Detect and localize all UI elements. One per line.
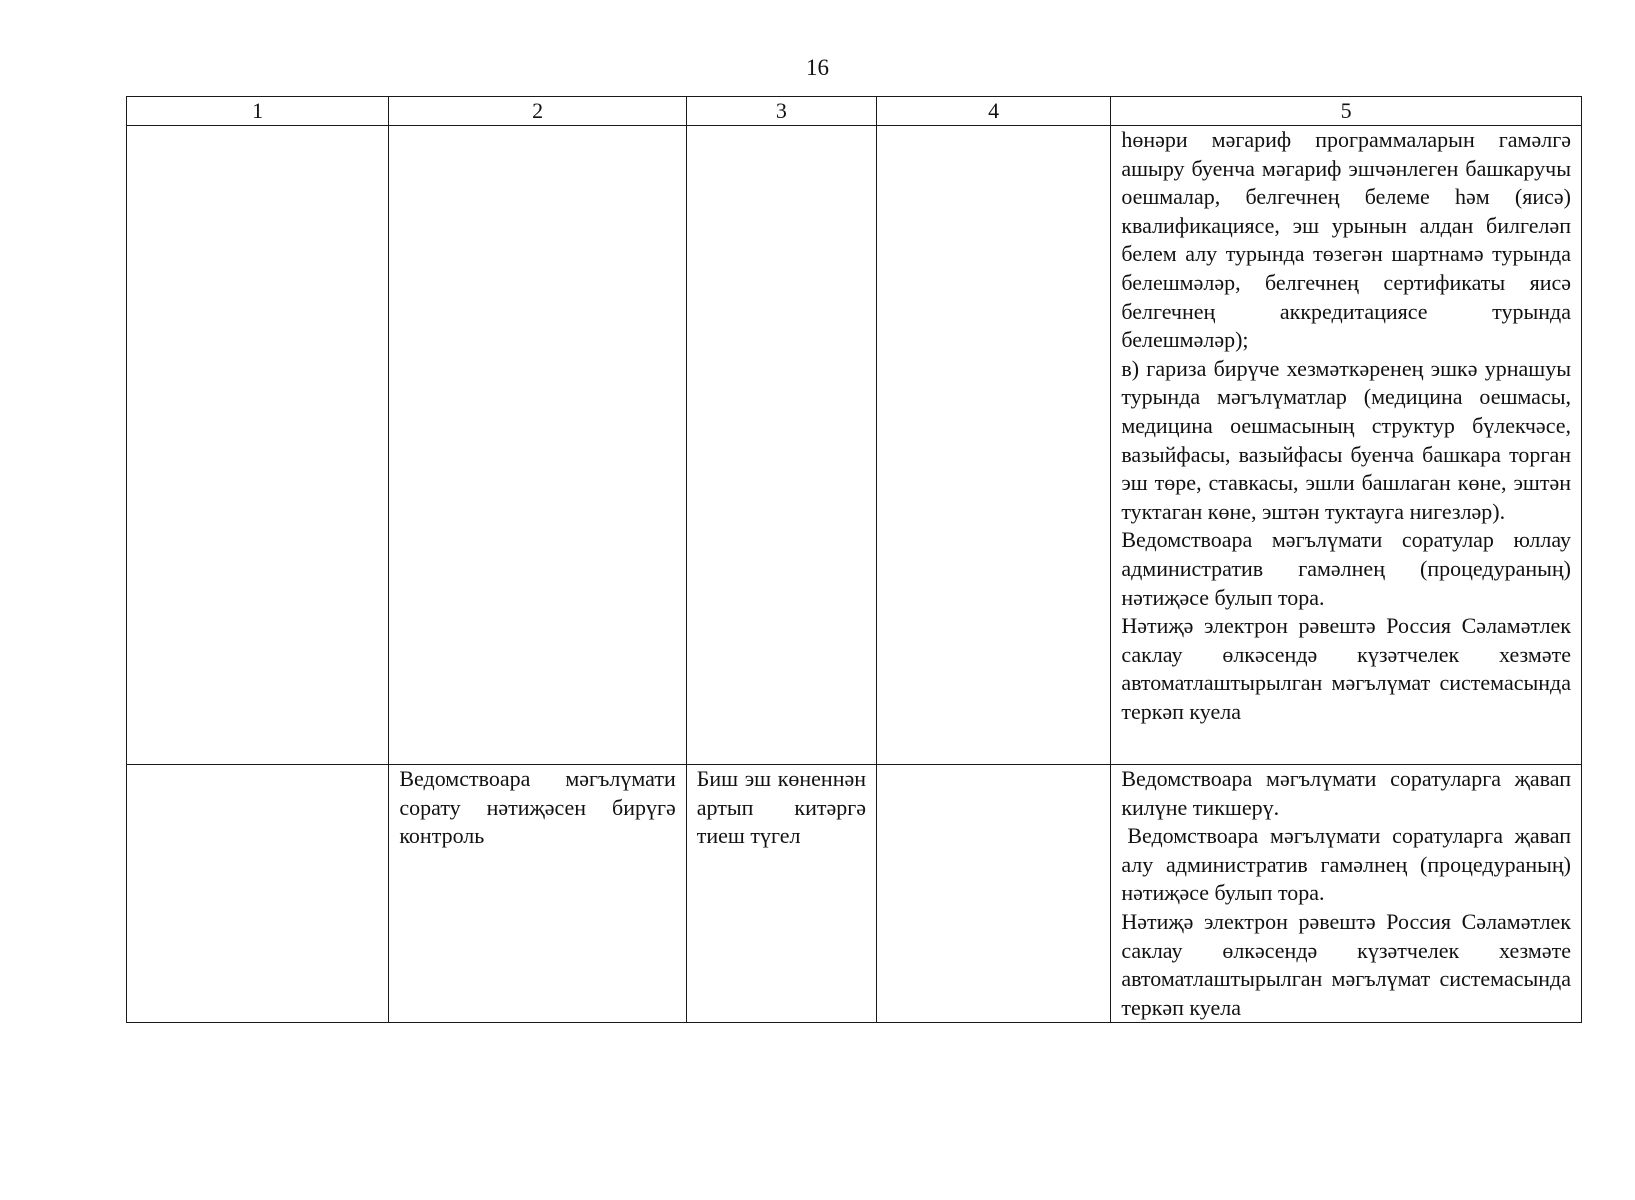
row2-col5-paragraph-1: Ведомствоара мәгълүмати соратуларга җавап килүне тикшерү. — [1121, 766, 1571, 820]
column-number-4: 4 — [877, 97, 1111, 126]
row1-col5-paragraph-2: в) гариза бирүче хезмәткәренең эшкә урнашуы турында мәгълүматлар (медицина оешмасы, медицина оешмасының структур бүлекчәсе, вазыйфасы, вазыйфасы буенча башкара торган эш төре, ставкасы, эшли башлаган көне, эштән туктаган көне, эштән туктауга нигезләр). — [1121, 355, 1571, 524]
column-number-1: 1 — [127, 97, 389, 126]
column-number-3: 3 — [686, 97, 876, 126]
row2-col5-paragraph-2: Ведомствоара мәгълүмати соратуларга җавап алу административ гамәлнең (процедураның) нәтиҗәсе булып тора. — [1121, 823, 1571, 906]
row1-col5-paragraph-4: Нәтиҗә электрон рәвештә Россия Сәламәтлек саклау өлкәсендә күзәтчелек хезмәте автоматлаштырылган мәгълүмат системасында теркәп куела — [1121, 613, 1571, 724]
row1-col3-cell — [686, 126, 876, 765]
table-row — [127, 126, 1582, 765]
row1-col1-cell — [127, 126, 389, 765]
column-number-5: 5 — [1111, 97, 1582, 126]
row2-col1-cell — [127, 765, 389, 1023]
procedure-table — [126, 96, 1582, 1023]
row1-col5-paragraph-3: Ведомствоара мәгълүмати соратулар юллау административ гамәлнең (процедураның) нәтиҗәсе булып тора. — [1121, 527, 1571, 610]
row1-col5-cell — [1111, 126, 1582, 765]
row1-col5-paragraph-1: һөнәри мәгариф программаларын гамәлгә ашыру буенча мәгариф эшчәнлеген башкаручы оешмалар, белгечнең белеме һәм (яисә) квалификациясе, эш урынын алдан билгеләп белем алу турында төзегән шартнамә турында белешмәләр, белгечнең сертификаты яисә белгечнең аккредитациясе турында белешмәләр); — [1121, 127, 1571, 353]
row1-col4-cell — [877, 126, 1111, 765]
row2-col5-cell — [1111, 765, 1582, 1023]
table-row — [127, 765, 1582, 1023]
row2-col4-cell — [877, 765, 1111, 1023]
page-number: 16 — [806, 55, 829, 80]
column-number-2: 2 — [389, 97, 686, 126]
table-header-row — [127, 97, 1582, 126]
row2-col5-paragraph-3: Нәтиҗә электрон рәвештә Россия Сәламәтлек саклау өлкәсендә күзәтчелек хезмәте автоматлаштырылган мәгълүмат системасында теркәп куела — [1121, 908, 1571, 1020]
row1-col2-cell — [389, 126, 686, 765]
row2-col3-cell: Биш эш көненнән артып китәргә тиеш түгел — [686, 765, 876, 1023]
row2-col2-cell: Ведомствоара мәгълүмати сорату нәтиҗәсен бирүгә контроль — [389, 765, 686, 1023]
